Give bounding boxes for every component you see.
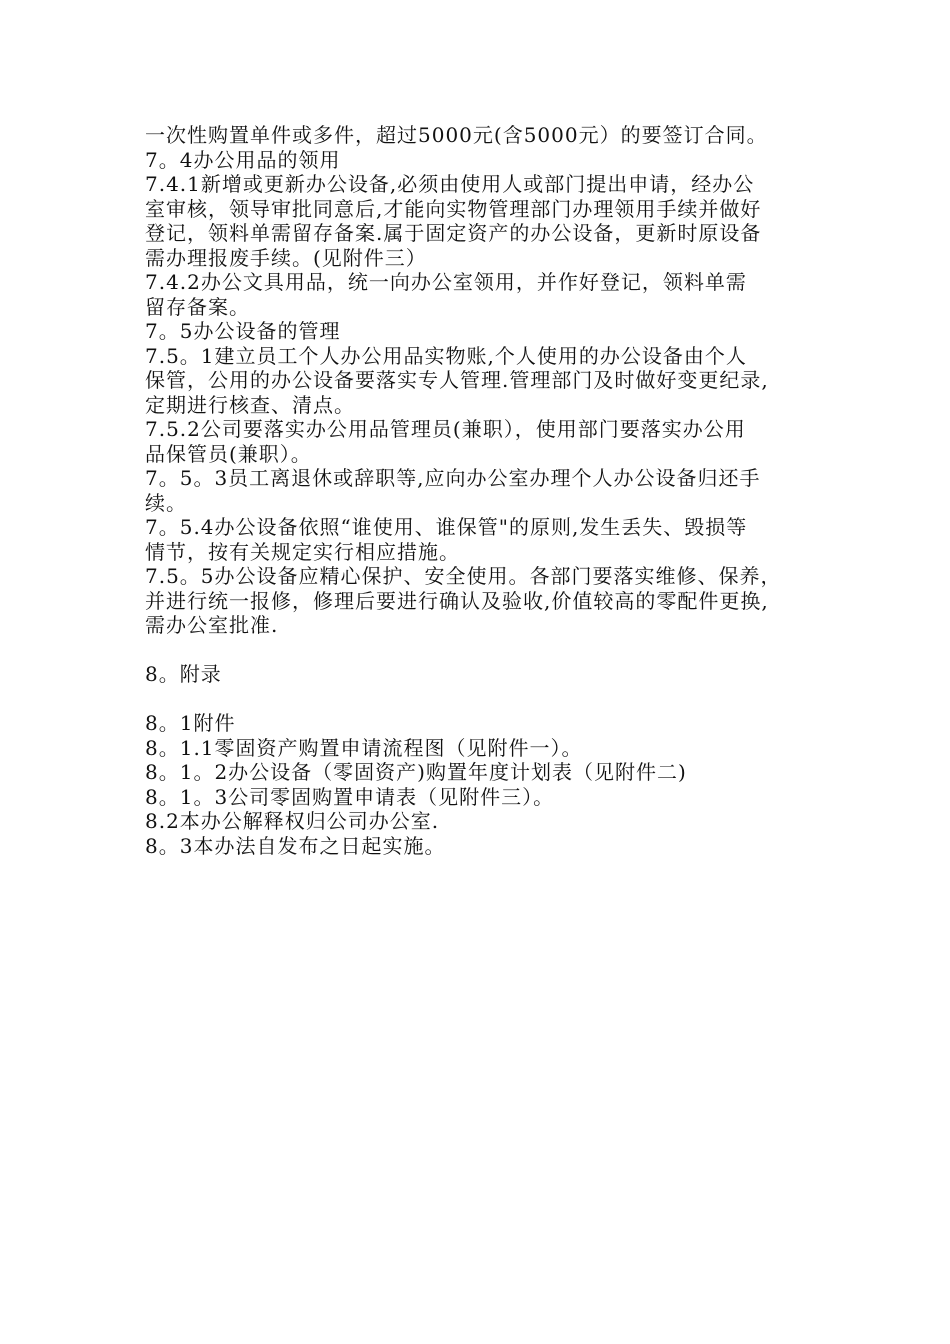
text-line: 8。1。2办公设备（零固资产)购置年度计划表（见附件二) — [145, 760, 687, 784]
blank-line — [145, 687, 820, 712]
text-line: 定期进行核查、清点。 — [145, 392, 355, 417]
section-heading: 8。1附件 — [145, 711, 236, 735]
section-heading: 7。4办公用品的领用 — [145, 147, 341, 172]
text-line: 7.4.1新增或更新办公设备,必须由使用人或部门提出申请，经办公 — [145, 172, 755, 196]
text-line: 需办理报废手续。(见附件三） — [145, 245, 427, 270]
text-line: 7.4.2办公文具用品，统一向办公室领用，并作好登记，领料单需 — [145, 270, 747, 294]
text-line: 8.2本办公解释权归公司办公室. — [145, 809, 440, 833]
text-line: 室审核，领导审批同意后,才能向实物管理部门办理领用手续并做好 — [145, 196, 762, 221]
text-line: 8。1.1零固资产购置申请流程图（见附件一）。 — [145, 735, 583, 760]
text-line: 7.5.2公司要落实办公用品管理员(兼职），使用部门要落实办公用 — [145, 417, 746, 441]
section-heading: 7。5办公设备的管理 — [145, 319, 341, 343]
text-line: 一次性购置单件或多件，超过5000元(含5000元）的要签订合同。 — [145, 123, 768, 147]
text-line: 7。5.4办公设备依照“谁使用、谁保管"的原则,发生丢失、毁损等 — [145, 515, 748, 539]
text-line: 登记，领料单需留存备案.属于固定资产的办公设备，更新时原设备 — [145, 221, 762, 245]
document-body — [145, 123, 820, 858]
section-heading: 8。附录 — [145, 662, 222, 686]
blank-line — [145, 638, 820, 663]
text-line: 情节，按有关规定实行相应措施。 — [145, 539, 460, 564]
text-line: 留存备案。 — [145, 294, 250, 319]
text-line: 续。 — [145, 490, 187, 515]
text-line: 8。3本办法自发布之日起实施。 — [145, 833, 446, 858]
text-line: 保管，公用的办公设备要落实专人管理.管理部门及时做好变更纪录, — [145, 368, 769, 392]
text-line: 并进行统一报修，修理后要进行确认及验收,价值较高的零配件更换, — [145, 588, 769, 613]
text-line: 需办公室批准. — [145, 613, 279, 637]
text-line: 7。5。3员工离退休或辞职等,应向办公室办理个人办公设备归还手 — [145, 466, 761, 490]
text-line: 品保管员(兼职）。 — [145, 441, 312, 466]
text-line: 8。1。3公司零固购置申请表（见附件三）。 — [145, 784, 555, 809]
text-line: 7.5。1建立员工个人办公用品实物账,个人使用的办公设备由个人 — [145, 343, 747, 368]
text-line: 7.5。5办公设备应精心保护、安全使用。各部门要落实维修、保养， — [145, 564, 782, 588]
